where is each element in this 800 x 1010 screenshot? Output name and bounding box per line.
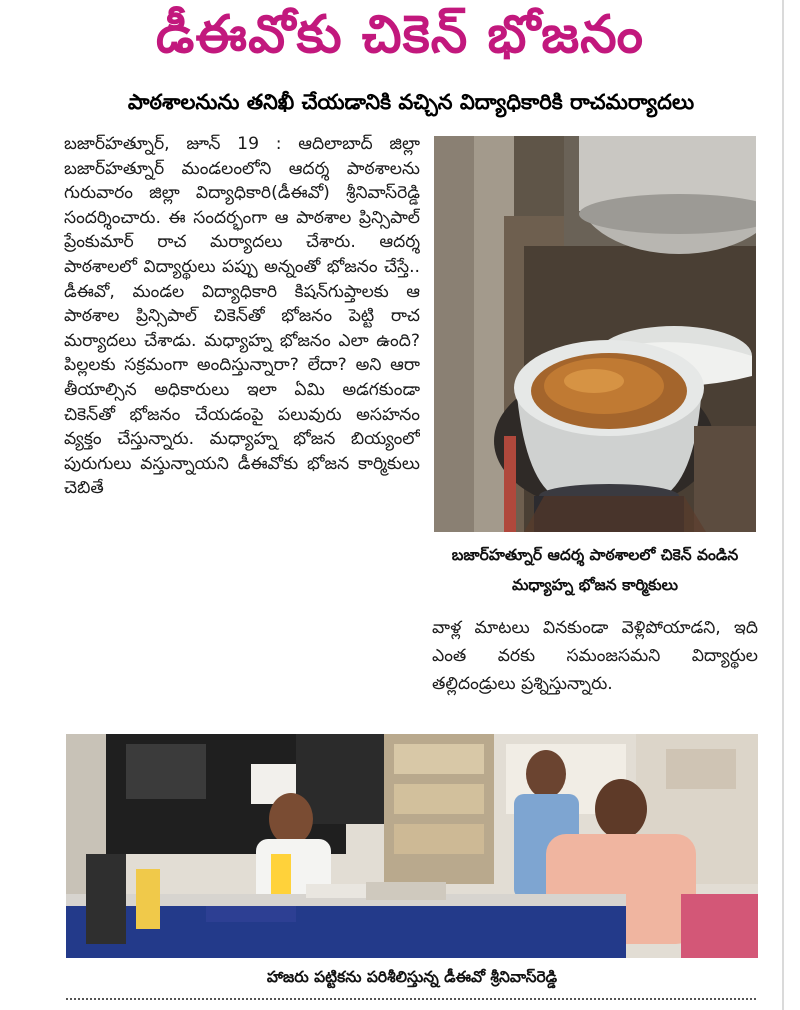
cooking-pot-photo [434,136,756,532]
photo-caption-top: బజార్‌హత్నూర్ ఆదర్శ పాఠశాలలో చికెన్ వండిన మధ్యాహ్న భోజన కార్మికులు [451,546,739,594]
cooking-pot-photo-illustration [434,136,756,532]
article-body-left-text: బజార్‌హత్నూర్, జూన్ 19 : ఆదిలాబాద్ జిల్లా బజార్‌హత్నూర్ మండలంలోని ఆదర్శ పాఠశాలను గురువారం జిల్లా విద్యాధికారి(డీఈవో) శ్రీనివాస్‌రెడ్డి సందర్శించారు. ఈ సందర్భంగా ఆ పాఠశాల ప్రిన్సిపాల్ ప్రేంకుమార్ రాచ మర్యాదలు చేశారు. ఆదర్శ పాఠశాలలో విద్యార్థులు పప్పు అన్నంతో భోజనం చేస్తే.. డీఈవో, మండల విద్యాధికారి కిషన్‌గుప్తాలకు ఆ పాఠశాల ప్రిన్సిపాల్ చికెన్‌తో భోజనం పెట్టి రాచ మర్యాదలు చేశాడు. మధ్యాహ్న భోజనం ఎలా ఉంది? పిల్లలకు సక్రమంగా అందిస్తున్నారా? లేదా? అని ఆరా తీయాల్సిన అధికారులు ఇలా ఏమి అడగకుండా చికెన్‌తో భోజనం చేయడంపై పలువురు అసహనం వ్యక్తం చేస్తున్నారు. మధ్యాహ్న భోజన బియ్యంలో పురుగులు వస్తున్నాయని డీఈవోకు భోజన కార్మికులు చెబితే [64,134,420,499]
photo-caption-bottom: హాజరు పట్టికను పరిశీలిస్తున్న డీఈవో శ్రీనివాస్‌రెడ్డి [266,968,558,986]
page-edge-border [782,0,784,1010]
subheadline: పాఠశాలనును తనిఖీ చేయడానికి వచ్చిన విద్యాధికారికి రాచమర్యాదలు [127,90,695,114]
article-body-right-column [432,614,758,724]
dotted-divider [66,998,756,1000]
office-meeting-photo [66,734,758,958]
article-body-right-text: వాళ్ల మాటలు వినకుండా వెళ్లిపోయాడని, ఇది ఎంత వరకు సమంజసమని విద్యార్థుల తల్లిదండ్రులు ప్రశ్నిస్తున్నారు. [432,618,758,694]
article-body-left-column [64,132,420,724]
office-meeting-photo-illustration [66,734,758,958]
headline: డీఈవోకు చికెన్ భోజనం [155,5,645,65]
